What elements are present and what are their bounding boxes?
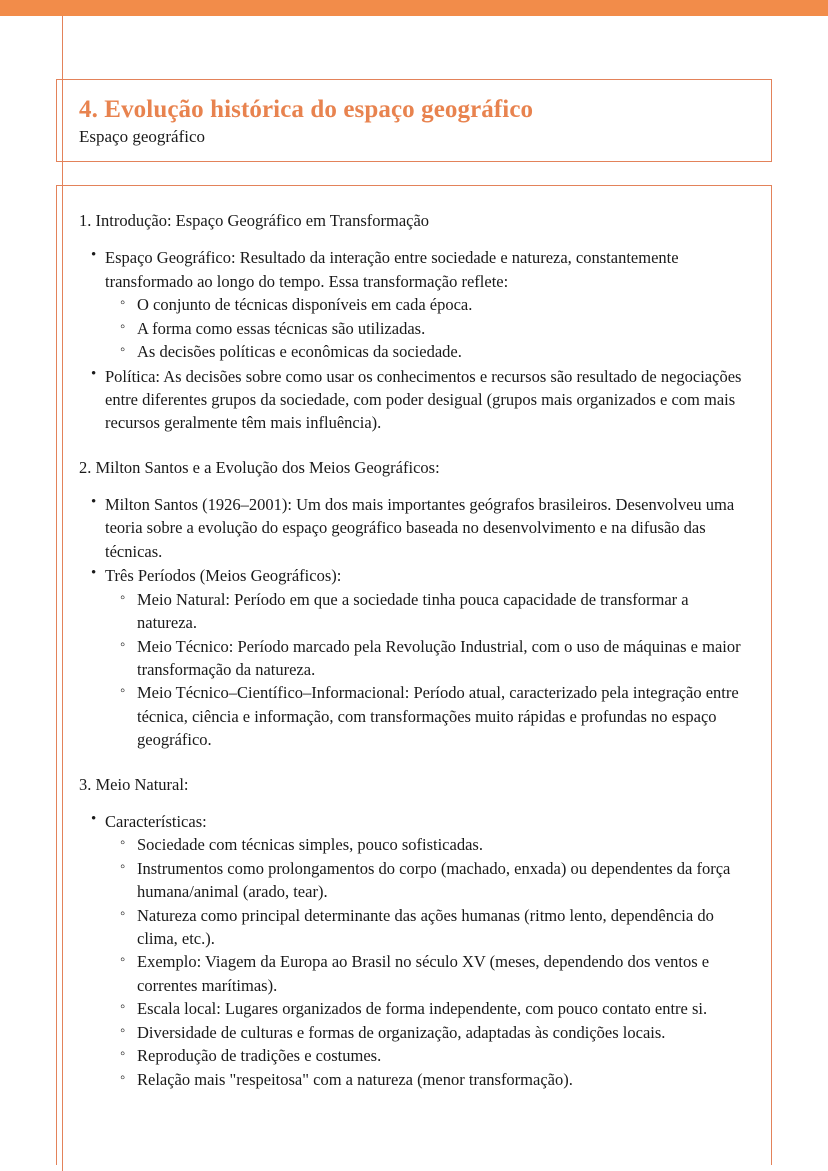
content-section [79, 210, 749, 435]
bullet-list [79, 810, 749, 1091]
bullet-list [79, 246, 749, 434]
top-accent-bar [0, 0, 828, 16]
sub-list-item: ◦ Exemplo: Viagem da Europa ao Brasil no século XV (meses, dependendo dos ventos e correntes marítimas). [137, 950, 749, 997]
document-page [0, 79, 828, 1165]
section-heading: 2. Milton Santos e a Evolução dos Meios Geográficos: [79, 457, 440, 477]
content-section [79, 457, 749, 752]
sub-list-item: ◦ As decisões políticas e econômicas da sociedade. [137, 340, 749, 363]
list-item-text: • Espaço Geográfico: Resultado da interação entre sociedade e natureza, constantemente transformado ao longo do tempo. Essa transformação reflete: [105, 246, 749, 293]
sub-list-item: ◦ Meio Técnico–Científico–Informacional: Período atual, caracterizado pela integração entre técnica, ciência e informação, com transformações muito rápidas e profundas no espaço geográfico. [137, 681, 749, 751]
page-title: 4. Evolução histórica do espaço geográfico [79, 96, 534, 123]
sub-list-item: ◦ Instrumentos como prolongamentos do corpo (machado, enxada) ou dependentes da força humana/animal (arado, tear). [137, 857, 749, 904]
list-item-text: • Milton Santos (1926–2001): Um dos mais importantes geógrafos brasileiros. Desenvolveu uma teoria sobre a evolução do espaço geográfico baseada no desenvolvimento e na difusão das técnicas. [105, 493, 749, 563]
list-item-text: • Características: [105, 810, 749, 833]
content-card [56, 185, 772, 1165]
sub-list-item: ◦ Escala local: Lugares organizados de forma independente, com pouco contato entre si. [137, 997, 749, 1020]
sub-list-item: ◦ Relação mais "respeitosa" com a natureza (menor transformação). [137, 1068, 749, 1091]
section-heading: 3. Meio Natural: [79, 774, 189, 794]
list-item [105, 493, 749, 563]
sub-list-item: ◦ Reprodução de tradições e costumes. [137, 1044, 749, 1067]
sub-bullet-list [105, 588, 749, 752]
sub-list-item: ◦ Meio Natural: Período em que a sociedade tinha pouca capacidade de transformar a natureza. [137, 588, 749, 635]
sub-list-item: ◦ A forma como essas técnicas são utilizadas. [137, 317, 749, 340]
sections-container [79, 210, 749, 1091]
title-card [56, 79, 772, 162]
list-item-text: • Três Períodos (Meios Geográficos): [105, 564, 749, 587]
content-section [79, 774, 749, 1091]
sub-list-item: ◦ Natureza como principal determinante das ações humanas (ritmo lento, dependência do clima, etc.). [137, 904, 749, 951]
page-subtitle: Espaço geográfico [79, 126, 206, 146]
sub-list-item: ◦ Diversidade de culturas e formas de organização, adaptadas às condições locais. [137, 1021, 749, 1044]
list-item [105, 810, 749, 1091]
list-item-text: • Política: As decisões sobre como usar os conhecimentos e recursos são resultado de negociações entre diferentes grupos da sociedade, com poder desigual (grupos mais organizados e com mais recursos geralmente têm mais influência). [105, 365, 749, 435]
list-item [105, 365, 749, 435]
left-margin-rule [62, 16, 63, 1171]
section-heading: 1. Introdução: Espaço Geográfico em Transformação [79, 211, 430, 231]
sub-bullet-list [105, 293, 749, 363]
list-item [105, 564, 749, 751]
sub-list-item: ◦ O conjunto de técnicas disponíveis em cada época. [137, 293, 749, 316]
list-item [105, 246, 749, 363]
sub-list-item: ◦ Meio Técnico: Período marcado pela Revolução Industrial, com o uso de máquinas e maior transformação da natureza. [137, 635, 749, 682]
sub-bullet-list [105, 833, 749, 1091]
bullet-list [79, 493, 749, 752]
sub-list-item: ◦ Sociedade com técnicas simples, pouco sofisticadas. [137, 833, 749, 856]
